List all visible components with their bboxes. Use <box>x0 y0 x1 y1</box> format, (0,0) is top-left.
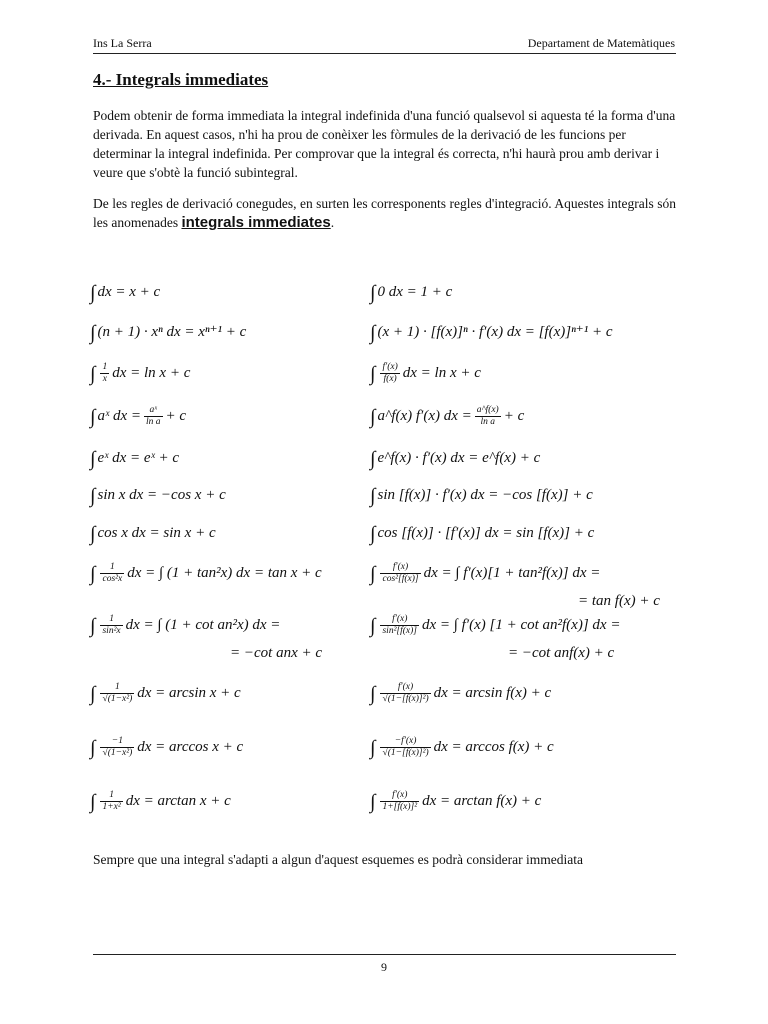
formula-r9-continuation: = −cot anf(x) + c <box>508 645 615 661</box>
integral-sign: ∫ <box>370 523 376 545</box>
formula-r6: ∫ sin [f(x)] · f′(x) dx = −cos [f(x)] + c <box>370 485 593 507</box>
integral-sign: ∫ <box>90 614 96 637</box>
fraction: $\frac{1}{\text{√(1−x²)}}$ <box>102 682 133 704</box>
integral-sign: ∫ <box>370 682 376 705</box>
fraction: $\frac{f'(x)}{\text{sin²[f(x)]}}$ <box>382 614 417 636</box>
fraction: $\frac{-1}{\text{√(1−x²)}}$ <box>102 736 133 758</box>
integral-sign: ∫ <box>90 485 96 507</box>
rules-paragraph-text: De les regles de derivació conegudes, en surten les corresponents regles d'integració. Aquestes integrals són les anomenades <box>93 196 676 230</box>
header-department: Departament de Matemàtiques <box>527 36 675 50</box>
rules-paragraph-end: . <box>330 215 335 230</box>
formula-l10: ∫ $\frac{1}{\text{√(1−x²)}}$ dx = arcsin x + c <box>90 682 241 705</box>
formula-l3: ∫ $\frac{1}{x}$ dx = ln x + c <box>90 362 191 385</box>
formula-r3: ∫ $\frac{f'(x)}{f(x)}$ dx = ln x + c <box>370 362 481 385</box>
formula-l4: ∫ aˣ dx = $\frac{\text{aˣ}}{\text{ln a}}$ + c <box>90 405 187 428</box>
fraction: $\frac{f'(x)}{\text{1+[f(x)]²}}$ <box>382 790 418 812</box>
formula-l5: ∫ eˣ dx = eˣ + c <box>90 448 180 470</box>
integral-sign: ∫ <box>90 448 96 470</box>
header-rule <box>93 53 676 54</box>
integral-sign: ∫ <box>370 405 376 428</box>
formula-l2: ∫ (n + 1) · xⁿ dx = xⁿ⁺¹ + c <box>90 322 247 344</box>
footer-rule <box>93 954 676 955</box>
formula-r10: ∫ $\frac{f'(x)}{\text{√(1−[f(x)]²)}}$ dx = arcsin f(x) + c <box>370 682 552 705</box>
integral-sign: ∫ <box>370 448 376 470</box>
formula-r8: ∫ $\frac{f'(x)}{\text{cos²[f(x)]}}$ dx = ∫ f′(x)[1 + tan²f(x)] dx = <box>370 562 601 585</box>
formula-r2: ∫ (x + 1) · [f(x)]ⁿ · f′(x) dx = [f(x)]ⁿ⁺¹ + c <box>370 322 613 344</box>
formula-r5: ∫ e^f(x) · f′(x) dx = e^f(x) + c <box>370 448 541 470</box>
fraction: $\frac{1}{\text{1+x²}}$ <box>102 790 121 812</box>
integral-sign: ∫ <box>90 790 96 813</box>
integral-sign: ∫ <box>90 562 96 585</box>
integral-sign: ∫ <box>370 736 376 759</box>
integral-sign: ∫ <box>370 562 376 585</box>
integral-sign: ∫ <box>370 362 376 385</box>
keyword-integrals-immediates: integrals immediates <box>181 214 331 231</box>
header-school: Ins La Serra <box>93 36 152 50</box>
formula-l11: ∫ $\frac{-1}{\text{√(1−x²)}}$ dx = arccos x + c <box>90 736 244 759</box>
formula-l9-continuation: = −cot anx + c <box>230 645 323 661</box>
formula-l1: ∫ dx = x + c <box>90 282 161 304</box>
integral-sign: ∫ <box>370 485 376 507</box>
rules-paragraph <box>93 194 676 232</box>
formula-r4: ∫ a^f(x) f′(x) dx = $\frac{a\^{}f(x)}{\text{ln a}}$ + c <box>370 405 525 428</box>
integral-sign: ∫ <box>370 614 376 637</box>
page-number: 9 <box>381 960 387 974</box>
formula-r7: ∫ cos [f(x)] · [f′(x)] dx = sin [f(x)] + c <box>370 523 595 545</box>
formula-l12: ∫ $\frac{1}{\text{1+x²}}$ dx = arctan x + c <box>90 790 231 813</box>
fraction: $\frac{1}{\text{sin²x}}$ <box>102 614 121 636</box>
closing-text: Sempre que una integral s'adapti a algun d'aquest esquemes es podrà considerar immediata <box>93 852 583 867</box>
fraction: $\frac{a\^{}f(x)}{\text{ln a}}$ <box>476 405 499 427</box>
fraction: $\frac{1}{x}$ <box>102 362 108 384</box>
fraction: $\frac{f'(x)}{\text{cos²[f(x)]}}$ <box>382 562 419 584</box>
integral-sign: ∫ <box>90 405 96 428</box>
formula-r11: ∫ $\frac{-f'(x)}{\text{√(1−[f(x)]²)}}$ dx = arccos f(x) + c <box>370 736 554 759</box>
formula-r12: ∫ $\frac{f'(x)}{\text{1+[f(x)]²}}$ dx = arctan f(x) + c <box>370 790 542 813</box>
integral-sign: ∫ <box>370 282 376 304</box>
formula-r1: ∫ 0 dx = 1 + c <box>370 282 453 304</box>
integral-sign: ∫ <box>370 790 376 813</box>
integral-sign: ∫ <box>90 736 96 759</box>
integral-sign: ∫ <box>90 362 96 385</box>
fraction: $\frac{-f'(x)}{\text{√(1−[f(x)]²)}}$ <box>382 736 429 758</box>
integral-sign: ∫ <box>90 322 96 344</box>
fraction: $\frac{f'(x)}{f(x)}$ <box>382 362 398 384</box>
formula-l6: ∫ sin x dx = −cos x + c <box>90 485 226 507</box>
formula-r9: ∫ $\frac{f'(x)}{\text{sin²[f(x)]}}$ dx = ∫ f′(x) [1 + cot an²f(x)] dx = <box>370 614 621 637</box>
formula-l9: ∫ $\frac{1}{\text{sin²x}}$ dx = ∫ (1 + cot an²x) dx = <box>90 614 281 637</box>
integral-sign: ∫ <box>90 282 96 304</box>
fraction: $\frac{1}{\text{cos²x}}$ <box>102 562 123 584</box>
integral-sign: ∫ <box>90 682 96 705</box>
formula-l8: ∫ $\frac{1}{\text{cos²x}}$ dx = ∫ (1 + tan²x) dx = tan x + c <box>90 562 322 585</box>
integral-sign: ∫ <box>370 322 376 344</box>
section-title: 4.- Integrals immediates <box>93 70 269 89</box>
intro-paragraph: Podem obtenir de forma immediata la integral indefinida d'una funció qualsevol si aquesta té la forma d'una derivada. En aquest casos, n'hi ha prou de conèixer les fòrmules de la derivació de les funcions per determinar la integral indefinida. Per comprovar que la integral és correcta, n'hi haurà prou amb derivar i veure que s'obtè la funció subintegral. <box>93 108 676 180</box>
fraction: $\frac{f'(x)}{\text{√(1−[f(x)]²)}}$ <box>382 682 429 704</box>
integral-sign: ∫ <box>90 523 96 545</box>
formula-l7: ∫ cos x dx = sin x + c <box>90 523 216 545</box>
formula-r8-continuation: = tan f(x) + c <box>578 593 660 609</box>
fraction: $\frac{\text{aˣ}}{\text{ln a}}$ <box>146 405 161 427</box>
